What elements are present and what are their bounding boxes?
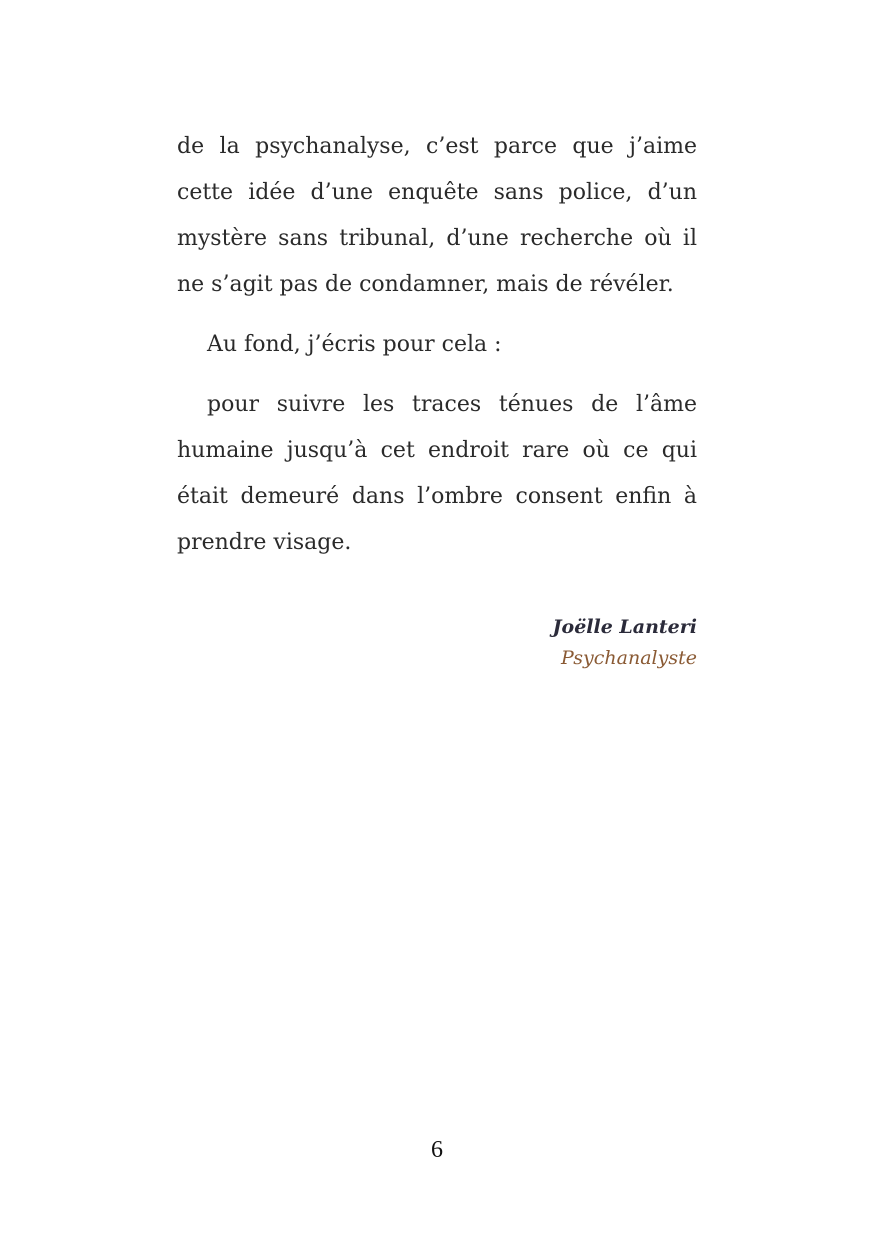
paragraph-pour-suivre: pour suivre les traces ténues de l’âme humaine jusqu’à cet endroit rare où ce qui était demeuré dans l’ombre consent enfin à prendre visage.	[177, 392, 697, 555]
paragraph-au-fond: Au fond, j’écris pour cela :	[207, 332, 502, 357]
author-role: Psychanalyste	[561, 647, 697, 669]
signature-block	[553, 612, 697, 674]
page-number: 6	[431, 1137, 443, 1163]
paragraph-continued: de la psychanalyse, c’est parce que j’aime cette idée d’une enquête sans police, d’un mystère sans tribunal, d’une recherche où il ne s’agit pas de condamner, mais de révéler.	[177, 134, 697, 297]
author-name: Joëlle Lanteri	[552, 616, 697, 638]
body-text	[177, 124, 697, 566]
